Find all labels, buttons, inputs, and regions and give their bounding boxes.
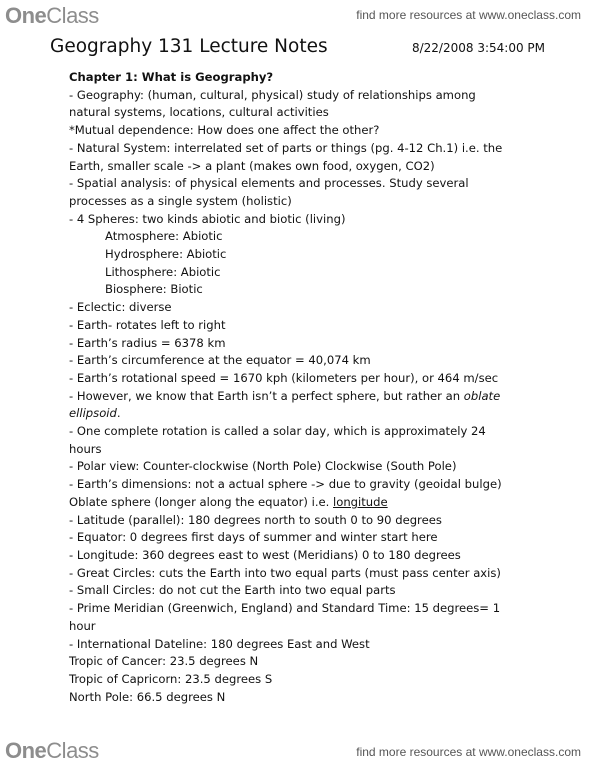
document-date: 8/22/2008 3:54:00 PM (411, 41, 545, 55)
oblate-term: oblate ellipsoid (69, 388, 501, 421)
lecture-notes-body (69, 69, 549, 706)
note-line: - Earth’s circumference at the equator = 40,074 km (69, 353, 371, 368)
footer-tagline[interactable]: find more resources at www.oneclass.com (356, 745, 581, 759)
note-line: - Longitude: 360 degrees east to west (Meridians) 0 to 180 degrees (69, 547, 461, 562)
note-line: - Polar view: Counter-clockwise (North Pole) Clockwise (South Pole) (69, 459, 457, 474)
note-line: - Natural System: interrelated set of parts or things (pg. 4-12 Ch.1) i.e. the (69, 140, 503, 155)
note-line: - Small Circles: do not cut the Earth into two equal parts (69, 583, 396, 598)
chapter-heading: Chapter 1: What is Geography? (69, 70, 274, 84)
longitude-note (69, 494, 549, 512)
note-line: - Great Circles: cuts the Earth into two equal parts (must pass center axis) (69, 565, 501, 580)
note-line: hours (69, 441, 102, 456)
sphere-item: Hydrosphere: Abiotic (105, 247, 227, 262)
note-line: - Geography: (human, cultural, physical) study of relationships among (69, 87, 476, 102)
note-line: Tropic of Capricorn: 23.5 degrees S (69, 671, 273, 686)
logo-one: One (5, 738, 47, 763)
note-line: - Earth’s radius = 6378 km (69, 335, 226, 350)
note-line: *Mutual dependence: How does one affect the other? (69, 123, 380, 138)
oblate-suffix: . (116, 406, 121, 421)
longitude-term: longitude (333, 494, 388, 509)
logo-class: Class (46, 3, 99, 28)
note-line: hour (69, 618, 96, 633)
oneclass-logo-bottom (5, 738, 99, 764)
note-line: - Earth’s rotational speed = 1670 kph (kilometers per hour), or 464 m/sec (69, 370, 499, 385)
logo-one: One (5, 3, 47, 28)
header-tagline[interactable]: find more resources at www.oneclass.com (356, 8, 581, 22)
sphere-item: Lithosphere: Abiotic (105, 264, 221, 279)
note-line: Earth, smaller scale -> a plant (makes own food, oxygen, CO2) (69, 158, 435, 173)
note-line: - Equator: 0 degrees first days of summer and winter start here (69, 530, 438, 545)
note-line: - One complete rotation is called a solar day, which is approximately 24 (69, 424, 486, 439)
note-line: - Earth’s dimensions: not a actual sphere -> due to gravity (geoidal bulge) (69, 477, 502, 492)
note-line: - Eclectic: diverse (69, 300, 172, 315)
note-line: - Latitude (parallel): 180 degrees north to south 0 to 90 degrees (69, 512, 442, 527)
note-line: North Pole: 66.5 degrees N (69, 689, 226, 704)
note-line: - 4 Spheres: two kinds abiotic and biotic (living) (69, 211, 346, 226)
note-line: Tropic of Cancer: 23.5 degrees N (69, 654, 259, 669)
note-line: - Earth- rotates left to right (69, 317, 226, 332)
oblate-ellipsoid-note (69, 388, 549, 423)
note-line: - International Dateline: 180 degrees East and West (69, 636, 370, 651)
note-line: processes as a single system (holistic) (69, 193, 292, 208)
logo-class: Class (46, 738, 99, 763)
note-line: - Spatial analysis: of physical elements and processes. Study several (69, 176, 469, 191)
note-line: natural systems, locations, cultural activities (69, 105, 329, 120)
oblate-prefix: - However, we know that Earth isn’t a perfect sphere, but rather an (69, 388, 464, 403)
sphere-item: Biosphere: Biotic (105, 282, 203, 297)
oneclass-logo-top (5, 3, 99, 29)
sphere-item: Atmosphere: Abiotic (105, 229, 223, 244)
note-line: - Prime Meridian (Greenwich, England) and Standard Time: 15 degrees= 1 (69, 601, 501, 616)
longitude-prefix: Oblate sphere (longer along the equator) i.e. (69, 494, 334, 509)
document-title: Geography 131 Lecture Notes (50, 36, 328, 57)
